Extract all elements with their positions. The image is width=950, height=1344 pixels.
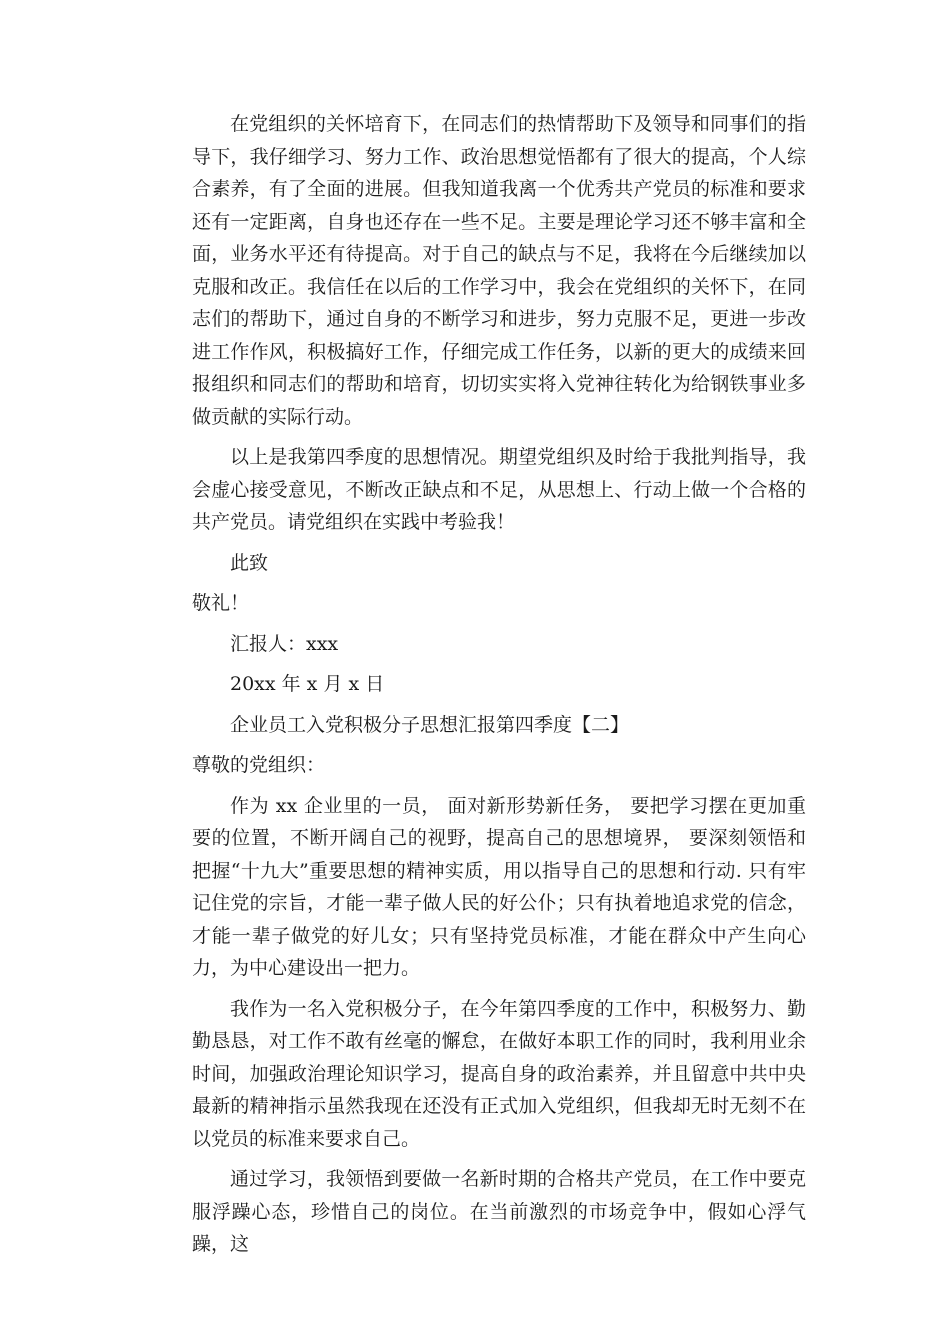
date-line: 20xx 年 x 月 x 日 (230, 673, 385, 695)
section-title: 企业员工入党积极分子思想汇报第四季度【二】 (230, 713, 630, 736)
paragraph: 在党组织的关怀培育下，在同志们的热情帮助下及领导和同事们的指导下，我仔细学习、努力工作、政治思想觉悟都有了很大的提高，个人综合素养，有了全面的进展。但我知道我离一个优秀共产党员的标准和要求还有一定距离，自身也还存在一些不足。主要是理论学习还不够丰富和全面，业务水平还有待提高。对于自己的缺点与不足，我将在今后继续加以克服和改正。我信任在以后的工作学习中，我会在党组织的关怀下，在同志们的帮助下，通过自身的不断学习和进步，努力克服不足，更进一步改进工作作风，积极搞好工作，仔细完成工作任务，以新的更大的成绩来回报组织和同志们的帮助和培育，切切实实将入党神往转化为给钢铁事业多做贡献的实际行动。 (192, 113, 806, 428)
closing-line: 敬礼！ (192, 592, 250, 614)
paragraph: 作为 xx 企业里的一员， 面对新形势新任务， 要把学习摆在更加重要的位置，不断开阔自己的视野，提高自己的思想境界， 要深刻领悟和把握“十九大”重要思想的精神实质，用以指导自己的思想和行动. 只有牢记住党的宗旨，才能一辈子做人民的好公仆；只有执着地追求党的信念，才能一辈子做党的好儿女；只有坚持党员标准，才能在群众中产生向心力，为中心建设出一把力。 (192, 794, 806, 979)
paragraph: 通过学习，我领悟到要做一名新时期的合格共产党员，在工作中要克服浮躁心态，珍惜自己的岗位。在当前激烈的市场竞争中，假如心浮气躁，这 (192, 1168, 806, 1255)
closing-line: 此致 (230, 551, 269, 574)
document-body (192, 108, 806, 1269)
reporter-line: 汇报人：xxx (230, 632, 339, 655)
paragraph: 以上是我第四季度的思想情况。期望党组织及时给于我批判指导，我会虚心接受意见，不断改正缺点和不足，从思想上、行动上做一个合格的共产党员。请党组织在实践中考验我！ (192, 446, 806, 533)
paragraph: 我作为一名入党积极分子，在今年第四季度的工作中，积极努力、勤勤恳恳，对工作不敢有丝毫的懈怠，在做好本职工作的同时，我利用业余时间，加强政治理论知识学习，提高自身的政治素养，并且留意中共中央最新的精神指示虽然我现在还没有正式加入党组织，但我却无时无刻不在以党员的标准来要求自己。 (192, 997, 806, 1150)
salutation: 尊敬的党组织： (192, 754, 326, 776)
